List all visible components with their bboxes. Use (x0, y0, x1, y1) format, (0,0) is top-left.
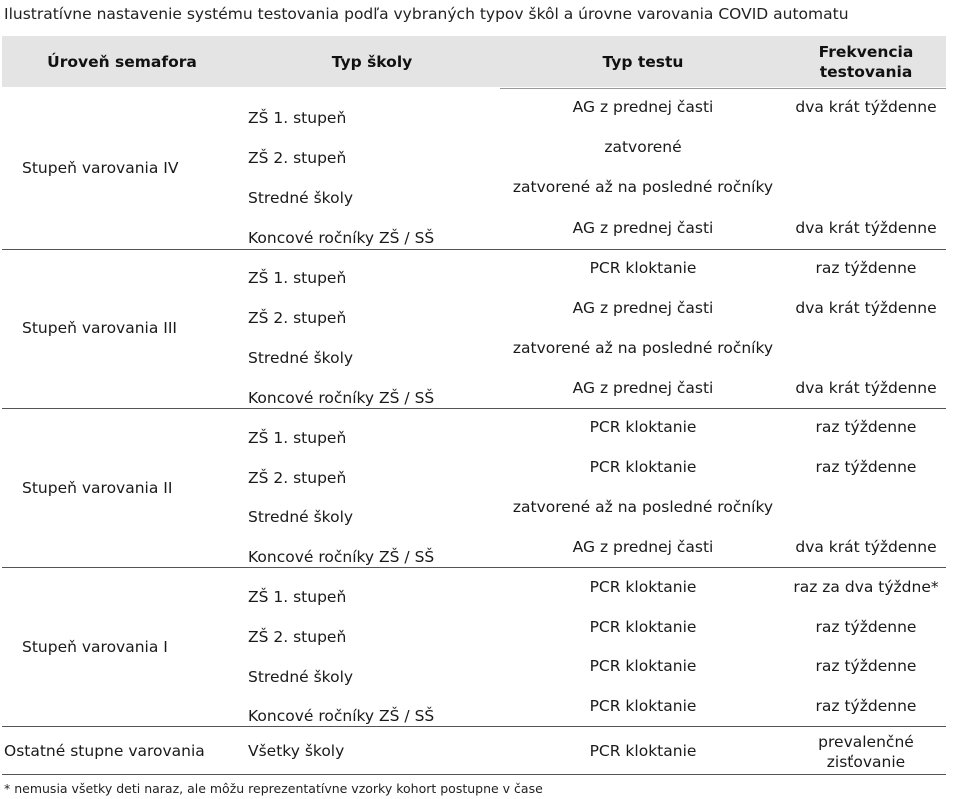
level-label: Stupeň varovania II (22, 479, 173, 497)
test-frequency: dva krát týždenne (795, 538, 937, 556)
school-type: ZŠ 1. stupeň (248, 588, 347, 606)
test-type: zatvorené až na posledné ročníky (512, 498, 774, 516)
header-frequency-line1: Frekvencia (818, 43, 914, 61)
school-type: ZŠ 1. stupeň (248, 429, 347, 447)
test-type: PCR kloktanie (589, 742, 697, 760)
test-frequency: raz týždenne (815, 618, 917, 636)
level-label: Stupeň varovania I (22, 638, 168, 656)
test-type: PCR kloktanie (589, 697, 697, 715)
level-label: Stupeň varovania III (22, 319, 177, 337)
test-type: PCR kloktanie (589, 657, 697, 675)
test-type: AG z prednej časti (572, 299, 714, 317)
school-type: Stredné školy (248, 668, 354, 686)
test-frequency-line1: prevalenčné (818, 733, 914, 751)
group-divider (2, 726, 946, 727)
school-type: ZŠ 1. stupeň (248, 109, 347, 127)
test-frequency: raz týždenne (815, 697, 917, 715)
level-label: Stupeň varovania IV (22, 159, 179, 177)
header-underline (500, 88, 946, 89)
school-type: Koncové ročníky ZŠ / SŠ (248, 548, 435, 566)
school-type: ZŠ 2. stupeň (248, 149, 347, 167)
header-frequency-line2: testovania (819, 63, 913, 81)
school-type: Stredné školy (248, 508, 354, 526)
test-type: zatvorené až na posledné ročníky (512, 178, 774, 196)
school-type: ZŠ 2. stupeň (248, 469, 347, 487)
school-type: ZŠ 2. stupeň (248, 628, 347, 646)
test-type: PCR kloktanie (589, 259, 697, 277)
test-type: zatvorené až na posledné ročníky (512, 339, 774, 357)
school-type: Stredné školy (248, 189, 354, 207)
school-type: Všetky školy (248, 742, 345, 760)
test-frequency (786, 732, 946, 772)
table-bottom-border (2, 774, 946, 775)
test-type: AG z prednej časti (572, 98, 714, 116)
test-type: AG z prednej časti (572, 538, 714, 556)
header-frequency (786, 42, 946, 82)
test-type: AG z prednej časti (572, 379, 714, 397)
header-school-type: Typ školy (331, 53, 413, 71)
test-frequency: dva krát týždenne (795, 379, 937, 397)
test-frequency: dva krát týždenne (795, 299, 937, 317)
header-level: Úroveň semafora (47, 53, 197, 71)
test-type: PCR kloktanie (589, 418, 697, 436)
level-label: Ostatné stupne varovania (4, 742, 205, 760)
school-type: ZŠ 1. stupeň (248, 269, 347, 287)
test-frequency: raz týždenne (815, 418, 917, 436)
test-frequency: raz týždenne (815, 657, 917, 675)
school-type: Koncové ročníky ZŠ / SŠ (248, 229, 435, 247)
school-type: ZŠ 2. stupeň (248, 309, 347, 327)
school-type: Koncové ročníky ZŠ / SŠ (248, 707, 435, 725)
header-test-type: Typ testu (602, 53, 684, 71)
test-frequency: raz za dva týždne* (793, 578, 939, 596)
test-type: PCR kloktanie (589, 458, 697, 476)
test-frequency: raz týždenne (815, 458, 917, 476)
test-frequency: raz týždenne (815, 259, 917, 277)
test-type: PCR kloktanie (589, 618, 697, 636)
group-divider (2, 249, 946, 250)
school-type: Stredné školy (248, 349, 354, 367)
test-frequency: dva krát týždenne (795, 219, 937, 237)
test-type: AG z prednej časti (572, 219, 714, 237)
test-frequency: dva krát týždenne (795, 98, 937, 116)
test-type: PCR kloktanie (589, 578, 697, 596)
test-type: zatvorené (604, 138, 682, 156)
table-title: Ilustratívne nastavenie systému testovania podľa vybraných typov škôl a úrovne varovania COVID automatu (4, 5, 849, 23)
school-type: Koncové ročníky ZŠ / SŠ (248, 389, 435, 407)
group-divider (2, 567, 946, 568)
group-divider (2, 408, 946, 409)
test-frequency-line2: zisťovanie (826, 753, 906, 771)
footnote: * nemusia všetky deti naraz, ale môžu reprezentatívne vzorky kohort postupne v čase (4, 781, 543, 796)
